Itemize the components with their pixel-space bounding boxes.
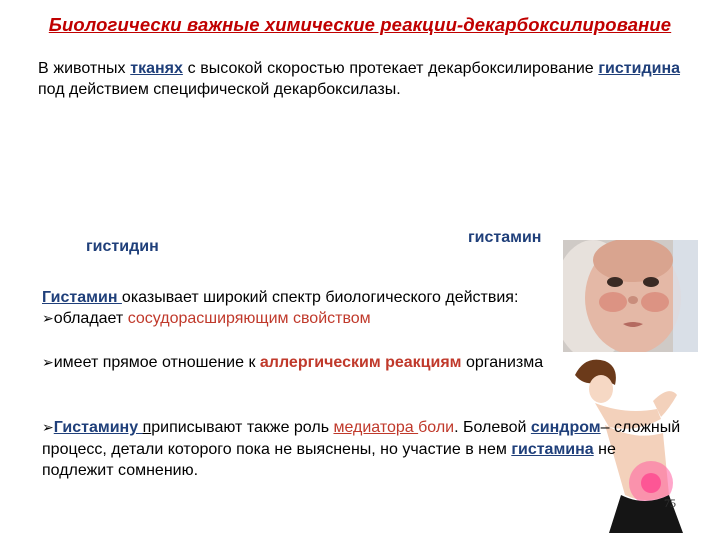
label-histamine: гистамин xyxy=(468,229,542,246)
link-histamine-dative[interactable]: Гистамину xyxy=(53,419,143,436)
allergic-reactions-text: аллергическим реакциям xyxy=(259,354,462,371)
link-mediator[interactable]: медиатора xyxy=(333,419,419,436)
page-number: 75 xyxy=(664,496,676,510)
link-syndrome[interactable]: синдром xyxy=(530,419,601,436)
label-histidine: гистидин xyxy=(86,238,159,255)
vasodilating-text: сосудорасширяющим свойством xyxy=(127,310,371,327)
slide-title: Биологически важные химические реакции-декарбоксилирование xyxy=(48,14,672,35)
link-tissues[interactable]: тканях xyxy=(130,60,183,77)
allergy-block: ➢имеет прямое отношение к аллергическим реакциям организма xyxy=(42,354,544,371)
arrow-bullet-icon: ➢ xyxy=(42,311,54,327)
arrow-bullet-icon: ➢ xyxy=(42,420,54,436)
link-histidine[interactable]: гистидина xyxy=(598,60,680,77)
intro-paragraph: В животных тканях с высокой скоростью протекает декарбоксилирование гистидина под действием специфической декарбоксилазы. xyxy=(38,60,680,98)
histamine-effects-block: Гистамин оказывает широкий спектр биологического действия: ➢обладает сосудорасширяющим свойством xyxy=(42,289,519,327)
link-histamine[interactable]: Гистамин xyxy=(42,289,122,306)
link-histamina[interactable]: гистамина xyxy=(511,441,594,458)
pain-mediator-block: ➢Гистамину приписывают также роль медиатора боли. Болевой синдром– сложный процесс, детали которого пока не выяснены, но участие в нем гистамина не подлежит сомнению. xyxy=(42,419,681,479)
arrow-bullet-icon: ➢ xyxy=(42,355,54,371)
pain-text: боли xyxy=(418,419,455,436)
